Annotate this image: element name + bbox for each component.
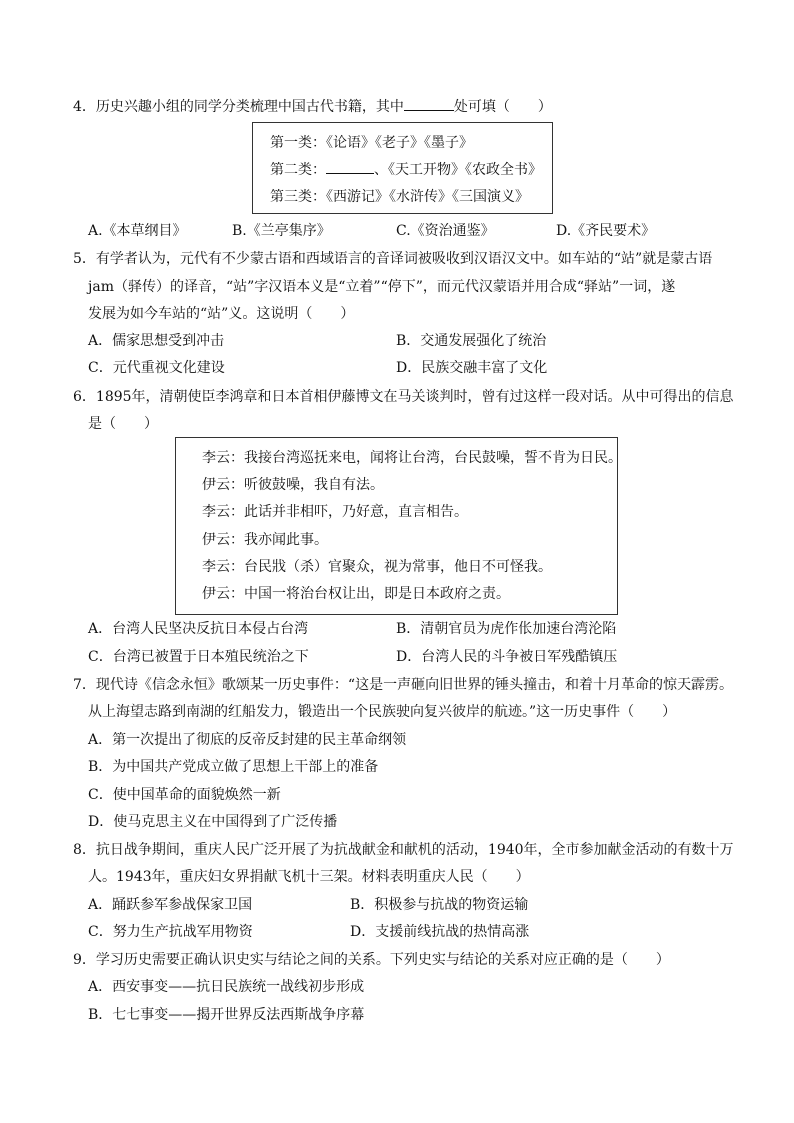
q5-option-c[interactable]: C．元代重视文化建设 (88, 360, 225, 376)
q6-dialogue-line-6: 伊云：中国一将治台权让出，即是日本政府之责。 (202, 586, 510, 602)
q7-option-d[interactable]: D．使马克思主义在中国得到了广泛传播 (88, 814, 338, 830)
q6-dialogue-line-5: 李云：台民戕（杀）官聚众，视为常事，他日不可怪我。 (202, 559, 552, 575)
q7-option-b[interactable]: B．为中国共产党成立做了思想上干部上的准备 (88, 759, 379, 775)
q6-dialogue-line-3: 李云：此话并非相吓，乃好意，直言相告。 (202, 504, 468, 520)
q9-option-a[interactable]: A．西安事变——抗日民族统一战线初步形成 (88, 979, 365, 995)
q5-option-d[interactable]: D．民族交融丰富了文化 (396, 360, 548, 376)
q6-dialogue-line-2: 伊云：听彼鼓噪，我自有法。 (202, 477, 384, 493)
q5-stem-line-1: 5．有学者认为，元代有不少蒙古语和西域语言的音译词被吸收到汉语汉文中。如车站的“站”就是蒙古语 (73, 251, 713, 267)
q8-option-a[interactable]: A．踊跃参军参战保家卫国 (88, 897, 253, 913)
q6-option-d[interactable]: D．台湾人民的斗争被日军残酷镇压 (396, 649, 618, 665)
q8-option-b[interactable]: B．积极参与抗战的物资运输 (350, 897, 529, 913)
q6-dialogue-line-4: 伊云：我亦闻此事。 (202, 532, 328, 548)
q7-option-a[interactable]: A．第一次提出了彻底的反帝反封建的民主革命纲领 (88, 732, 407, 748)
q8-stem-line-2: 人。1943年，重庆妇女界捐献飞机十三架。材料表明重庆人民（ ） (88, 869, 530, 885)
q6-option-b[interactable]: B．清朝官员为虎作伥加速台湾沦陷 (396, 621, 617, 637)
q4-option-a[interactable]: A.《本草纲目》 (88, 223, 187, 239)
q4-box-line-1: 第一类：《论语》《老子》《墨子》 (270, 135, 473, 151)
q4-option-d[interactable]: D.《齐民要术》 (556, 223, 656, 239)
q5-option-b[interactable]: B．交通发展强化了统治 (396, 333, 547, 349)
q7-stem-line-1: 7．现代诗《信念永恒》歌颂某一历史事件：“这是一声砸向旧世界的锤头撞击，和着十月革命的惊天霹雳。 (73, 677, 734, 693)
q5-stem-line-3: 发展为如今车站的“站”义。这说明（ ） (88, 306, 355, 322)
q8-option-c[interactable]: C．努力生产抗战军用物资 (88, 924, 253, 940)
q4-box-line-3: 第三类：《西游记》《水浒传》《三国演义》 (270, 189, 529, 205)
q7-option-c[interactable]: C．使中国革命的面貌焕然一新 (88, 787, 281, 803)
q6-option-c[interactable]: C．台湾已被置于日本殖民统治之下 (88, 649, 309, 665)
q4-option-c[interactable]: C.《资治通鉴》 (396, 223, 495, 239)
q8-stem-line-1: 8．抗日战争期间，重庆人民广泛开展了为抗战献金和献机的活动，1940年，全市参加献金活动的有数十万 (73, 842, 734, 858)
q4-stem: 4．历史兴趣小组的同学分类梳理中国古代书籍，其中 处可填（ ） (73, 99, 552, 115)
q5-stem-line-2: jam（驿传）的译音，“站”字汉语本义是“立着”“停下”，而元代汉蒙语并用合成“驿站”一词，遂 (88, 279, 676, 295)
q7-stem-line-2: 从上海望志路到南湖的红船发力，锻造出一个民族驶向复兴彼岸的航迹。”这一历史事件（ ） (88, 704, 677, 720)
q6-stem-line-1: 6．1895年，清朝使臣李鸿章和日本首相伊藤博文在马关谈判时，曾有过这样一段对话。从中可得出的信息 (73, 389, 734, 405)
q6-option-a[interactable]: A．台湾人民坚决反抗日本侵占台湾 (88, 621, 309, 637)
q5-option-a[interactable]: A．儒家思想受到冲击 (88, 333, 225, 349)
q4-box-blank (326, 161, 374, 174)
q4-option-b[interactable]: B.《兰亭集序》 (232, 223, 331, 239)
q6-dialogue-line-1: 李云：我接台湾巡抚来电，闻将让台湾，台民鼓噪，誓不肯为日民。 (202, 450, 622, 466)
q8-option-d[interactable]: D．支援前线抗战的热情高涨 (350, 924, 530, 940)
q6-stem-line-2: 是（ ） (88, 416, 158, 432)
q4-blank (404, 98, 454, 111)
q9-option-b[interactable]: B．七七事变——揭开世界反法西斯战争序幕 (88, 1007, 365, 1023)
q9-stem: 9．学习历史需要正确认识史实与结论之间的关系。下列史实与结论的关系对应正确的是（ ） (73, 952, 670, 968)
q4-box-line-2: 第二类： 、《天工开物》《农政全书》 (270, 162, 542, 178)
